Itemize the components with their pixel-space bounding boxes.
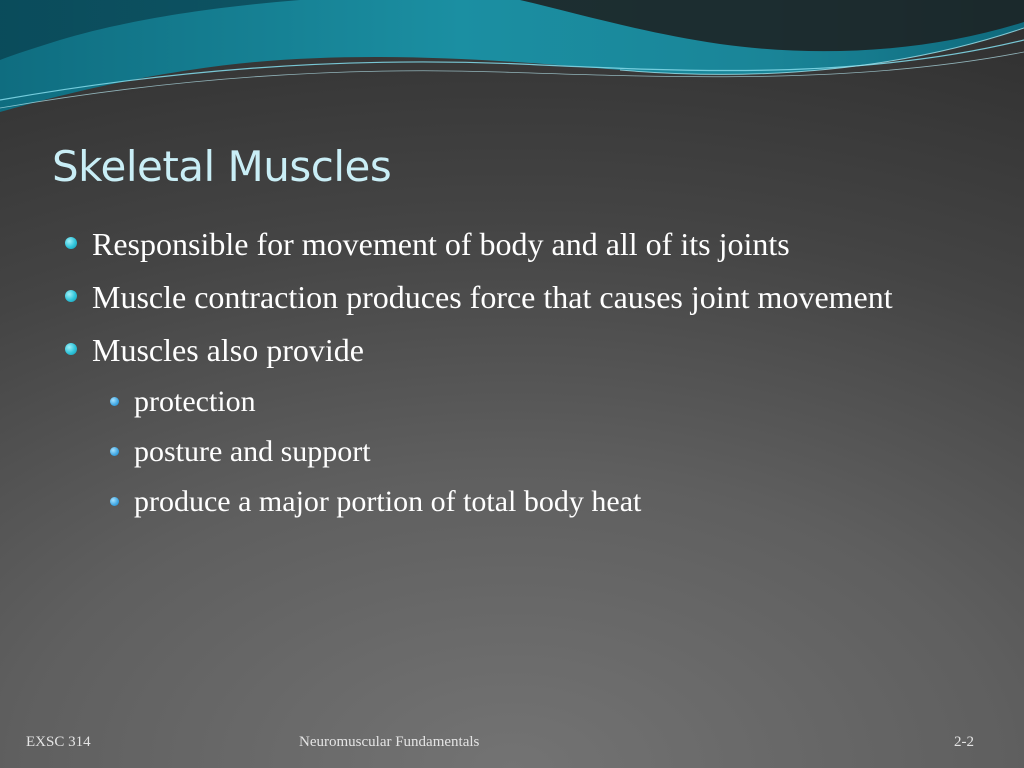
sub-bullet-text: protection bbox=[134, 385, 256, 418]
bullet-item bbox=[60, 328, 960, 372]
bullet-list bbox=[60, 222, 960, 531]
footer-topic: Neuromuscular Fundamentals bbox=[299, 734, 480, 750]
bullet-text: Responsible for movement of body and all of its joints bbox=[92, 226, 790, 262]
footer-slide-number: 2-2 bbox=[954, 734, 974, 750]
sub-bullet-marker-icon bbox=[110, 497, 119, 506]
sub-bullet-marker-icon bbox=[110, 397, 119, 406]
bullet-item bbox=[60, 275, 960, 319]
bullet-text: Muscles also provide bbox=[92, 332, 364, 368]
sub-bullet-item bbox=[60, 481, 960, 523]
sub-bullet-marker-icon bbox=[110, 447, 119, 456]
sub-bullet-text: produce a major portion of total body heat bbox=[134, 485, 642, 518]
sub-bullet-item bbox=[60, 381, 960, 423]
bullet-marker-icon bbox=[65, 343, 77, 355]
bullet-item bbox=[60, 222, 960, 266]
bullet-marker-icon bbox=[65, 290, 77, 302]
sub-bullet-item bbox=[60, 431, 960, 473]
slide-title: Skeletal Muscles bbox=[52, 142, 392, 191]
sub-bullet-text: posture and support bbox=[134, 435, 371, 468]
header-wave-decoration bbox=[0, 0, 1024, 120]
bullet-marker-icon bbox=[65, 237, 77, 249]
bullet-text: Muscle contraction produces force that causes joint movement bbox=[92, 279, 893, 315]
footer-course-code: EXSC 314 bbox=[26, 734, 91, 750]
